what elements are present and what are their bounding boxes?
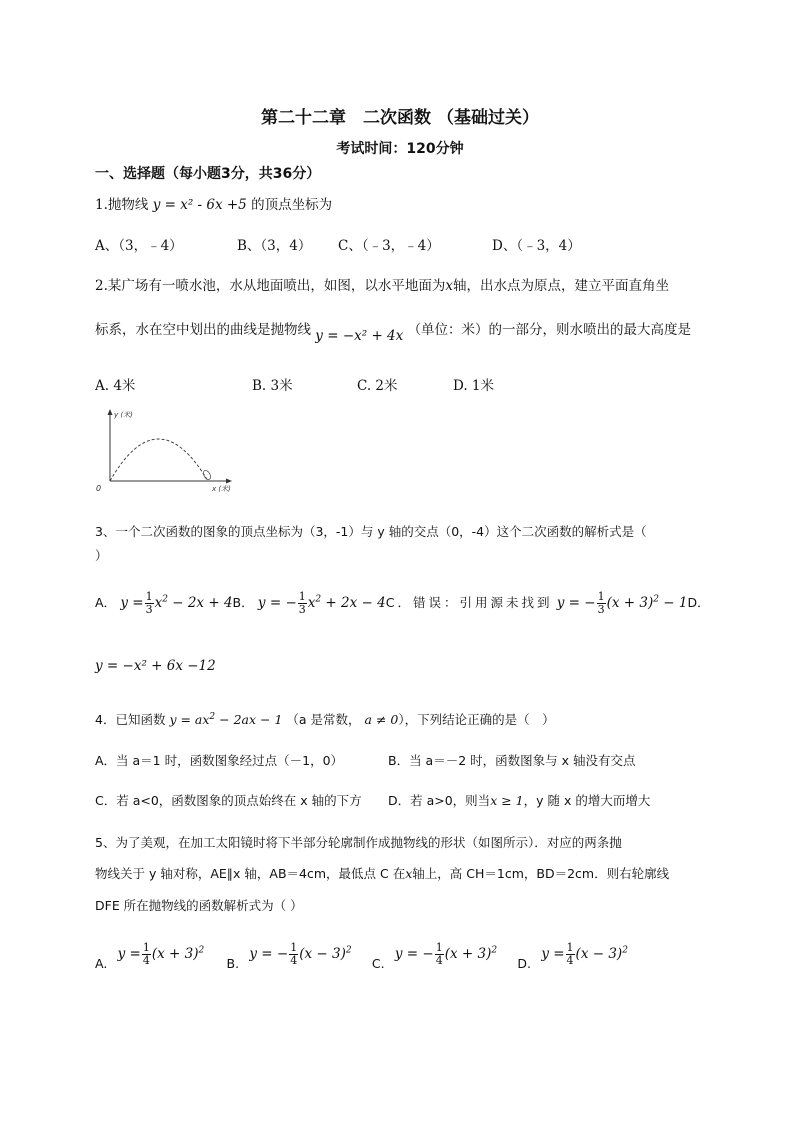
q2-text-2b: （单位：米）的一部分，则水喷出的最大高度是 <box>407 322 692 338</box>
q4-text-1a: 4．已知函数 <box>95 712 166 727</box>
q4-option-d <box>388 791 650 809</box>
water-parabola <box>110 439 208 481</box>
q2-text-2a: 标系，水在空中划出的曲线是抛物线 <box>95 322 311 338</box>
water-splash <box>202 469 212 481</box>
q5-var-x: x <box>405 866 413 881</box>
q2-var-x: x <box>445 278 454 294</box>
q2-parabola-figure <box>92 405 242 497</box>
y-axis-arrow <box>108 409 113 415</box>
q5-option-b-formula: y = − $\frac{1}{4}$ $(x - 3)^2$ <box>249 941 352 967</box>
question-2-line1 <box>95 274 669 294</box>
q3-option-c-label: C．错误：引用源未找到 <box>385 595 553 610</box>
q3-options-row <box>95 591 710 616</box>
question-5-line1: 5、为了美观，在加工太阳镜时将下半部分轮廓制作成抛物线的形状（如图所示）．对应的两条抛 <box>95 835 622 850</box>
q5-option-a-formula: y = $\frac{1}{4}$ $(x + 3)^2$ <box>117 941 205 967</box>
exam-time: 考试时间：120分钟 <box>336 141 464 157</box>
q1-option-a: A、（3，﹣4） <box>95 238 183 254</box>
q5-option-c-formula: y = − $\frac{1}{4}$ $(x + 3)^2$ <box>394 941 498 967</box>
q2-option-d: D. 1米 <box>453 378 495 394</box>
q4-option-a: A．当 a＝1 时，函数图象经过点（－1，0） <box>95 753 344 768</box>
q5-text-2b: 轴上，高 CH＝1cm，BD＝2cm．则右轮廓线 <box>412 866 670 881</box>
y-axis-label: y (米) <box>114 411 133 419</box>
question-3-line1: 3、一个二次函数的图象的顶点坐标为（3，-1）与 y 轴的交点（0，-4）这个二次函数的解析式是（ <box>95 524 647 539</box>
q2-formula: y = −x² + 4x <box>315 328 404 344</box>
q5-option-d-label: D. <box>517 956 532 971</box>
question-2-line2 <box>95 318 692 344</box>
q5-option-d-formula: y = $\frac{1}{4}$ $(x - 3)^2$ <box>541 941 628 967</box>
section-heading: 一、选择题（每小题3分，共36分） <box>95 166 321 182</box>
origin-label: 0 <box>96 484 102 493</box>
q2-option-b: B. 3米 <box>252 378 293 394</box>
q4-function-formula: $y = ax^2 - 2ax - 1$ <box>169 711 283 727</box>
question-1 <box>95 193 332 213</box>
x-axis-arrow <box>226 479 232 484</box>
q1-prefix: 1.抛物线 <box>95 197 149 213</box>
question-3-line1b: ） <box>95 548 108 563</box>
q2-text-1: 2.某广场有一喷水池，水从地面喷出，如图，以水平地面为 <box>95 278 446 294</box>
q3-option-a-label: A． <box>95 595 117 610</box>
page-title: 第二十二章 二次函数 （基础过关） <box>261 108 539 128</box>
q4-condition-formula: a ≠ 0 <box>364 712 399 727</box>
question-5-line2 <box>95 864 669 882</box>
q2-text-1b: 轴，出水点为原点，建立平面直角坐 <box>453 278 670 294</box>
q5-options-row <box>95 941 628 971</box>
q5-text-2a: 物线关于 y 轴对称，AE∥x 轴，AB＝4cm，最低点 C 在 <box>95 866 406 881</box>
q4-option-d-text1: D．若 a>0，则当 <box>388 793 491 808</box>
question-4-line1 <box>95 710 555 728</box>
question-5-line3: DFE 所在抛物线的函数解析式为（ ） <box>95 898 303 913</box>
q4-text-1b: （a 是常数， <box>286 712 361 727</box>
q1-option-c: C、（﹣3，﹣4） <box>338 238 440 254</box>
q3-option-b-formula: y = − $\frac{1}{3}$ $x^2 + 2x - 4$ <box>257 590 386 616</box>
q4-option-d-text2: ，y 随 x 的增大而增大 <box>523 793 651 808</box>
q4-option-c: C．若 a<0，函数图象的顶点始终在 x 轴的下方 <box>95 793 362 808</box>
q3-option-c-formula: y = − $\frac{1}{3}$ $(x + 3)^2 - 1$ <box>556 590 688 616</box>
q3-option-b-label: B． <box>232 595 254 610</box>
q3-option-a-formula: y = $\frac{1}{3}$ $x^2 - 2x + 4$ <box>120 590 233 616</box>
q3-option-d-formula: y = −x² + 6x −12 <box>95 658 216 674</box>
x-axis-label: x (米) <box>212 485 231 493</box>
q1-formula: y = x² - 6x +5 <box>152 197 247 213</box>
q5-option-b-label: B. <box>226 956 240 971</box>
q1-option-d: D、（﹣3，4） <box>492 238 581 254</box>
q5-option-a-label: A. <box>95 956 108 971</box>
q4-option-b: B．当 a＝－2 时，函数图象与 x 轴没有交点 <box>388 753 636 768</box>
q2-option-c: C. 2米 <box>357 378 398 394</box>
q5-option-c-label: C. <box>371 956 385 971</box>
q3-option-d-label: D． <box>687 595 710 610</box>
q4-option-d-formula: x ≥ 1 <box>490 793 524 808</box>
q1-option-b: B、（3，4） <box>237 238 312 254</box>
q1-suffix: 的顶点坐标为 <box>251 197 333 213</box>
q4-text-1c: ），下列结论正确的是（ ） <box>398 712 555 727</box>
q2-option-a: A. 4米 <box>95 378 136 394</box>
